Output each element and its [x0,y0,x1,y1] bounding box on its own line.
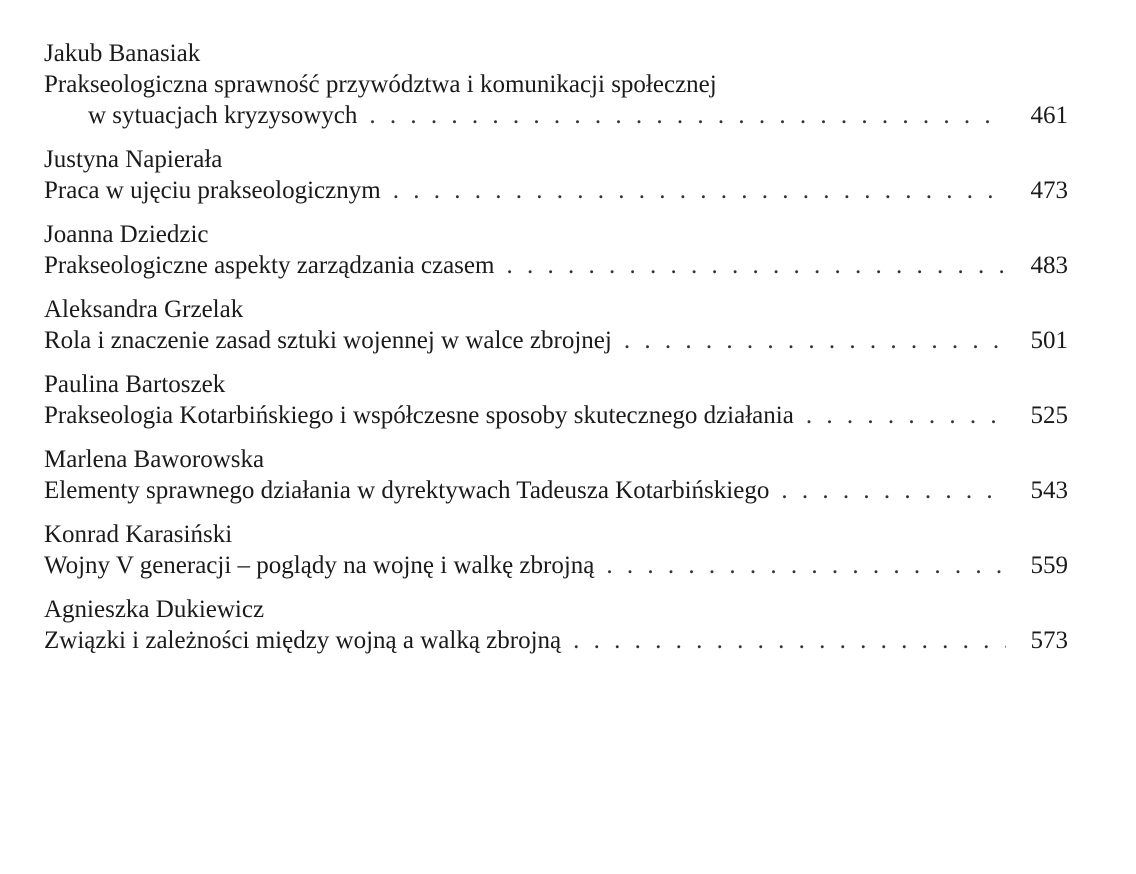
entry-title-first-line: Prakseologiczna sprawność przywództwa i komunikacji społecznej [44,71,717,98]
dot-leader [606,550,1006,581]
entry-title: Elementy sprawnego działania w dyrektywach Tadeusza Kotarbińskiego [44,477,770,504]
dot-leader [781,475,1006,506]
entry-page-number: 501 [1030,327,1068,354]
entry-title: Rola i znaczenie zasad sztuki wojennej w walce zbrojnej [44,327,612,354]
entry-title-line [44,175,1068,206]
entry-title-line [44,325,1068,356]
dot-leader [369,100,1006,131]
entry-page-number: 461 [1030,102,1068,129]
entry-title-line [44,475,1068,506]
table-of-contents [44,38,1068,669]
dot-leader [506,250,1006,281]
entry-author: Marlena Baworowska [44,446,265,473]
entry-title-line [44,100,1068,131]
entry-author: Konrad Karasiński [44,521,233,548]
toc-entry [44,219,1068,281]
toc-entry [44,294,1068,356]
entry-page-number: 543 [1030,477,1068,504]
toc-entry [44,594,1068,656]
dot-leader [573,625,1006,656]
toc-entry [44,38,1068,131]
entry-title: Związki i zależności między wojną a walką zbrojną [44,627,562,654]
entry-title-line [44,550,1068,581]
entry-title-line [44,250,1068,281]
entry-page-number: 573 [1030,627,1068,654]
entry-author: Jakub Banasiak [44,40,201,67]
dot-leader [624,325,1006,356]
entry-author: Agnieszka Dukiewicz [44,596,265,623]
entry-author: Joanna Dziedzic [44,221,209,248]
toc-entry [44,369,1068,431]
dot-leader [393,175,1006,206]
entry-title: Prakseologiczne aspekty zarządzania czasem [44,252,495,279]
entry-title-line [44,400,1068,431]
entry-author: Aleksandra Grzelak [44,296,244,323]
entry-page-number: 559 [1030,552,1068,579]
entry-author: Justyna Napierała [44,146,223,173]
entry-page-number: 525 [1030,402,1068,429]
toc-entry [44,444,1068,506]
entry-title-line [44,625,1068,656]
entry-author: Paulina Bartoszek [44,371,226,398]
toc-entry [44,519,1068,581]
entry-title: Wojny V generacji – poglądy na wojnę i walkę zbrojną [44,552,595,579]
entry-page-number: 473 [1030,177,1068,204]
entry-title: Praca w ujęciu prakseologicznym [44,177,381,204]
entry-page-number: 483 [1030,252,1068,279]
entry-title: Prakseologia Kotarbińskiego i współczesne sposoby skutecznego działania [44,402,794,429]
toc-entry [44,144,1068,206]
entry-title: w sytuacjach kryzysowych [88,102,358,129]
dot-leader [806,400,1006,431]
